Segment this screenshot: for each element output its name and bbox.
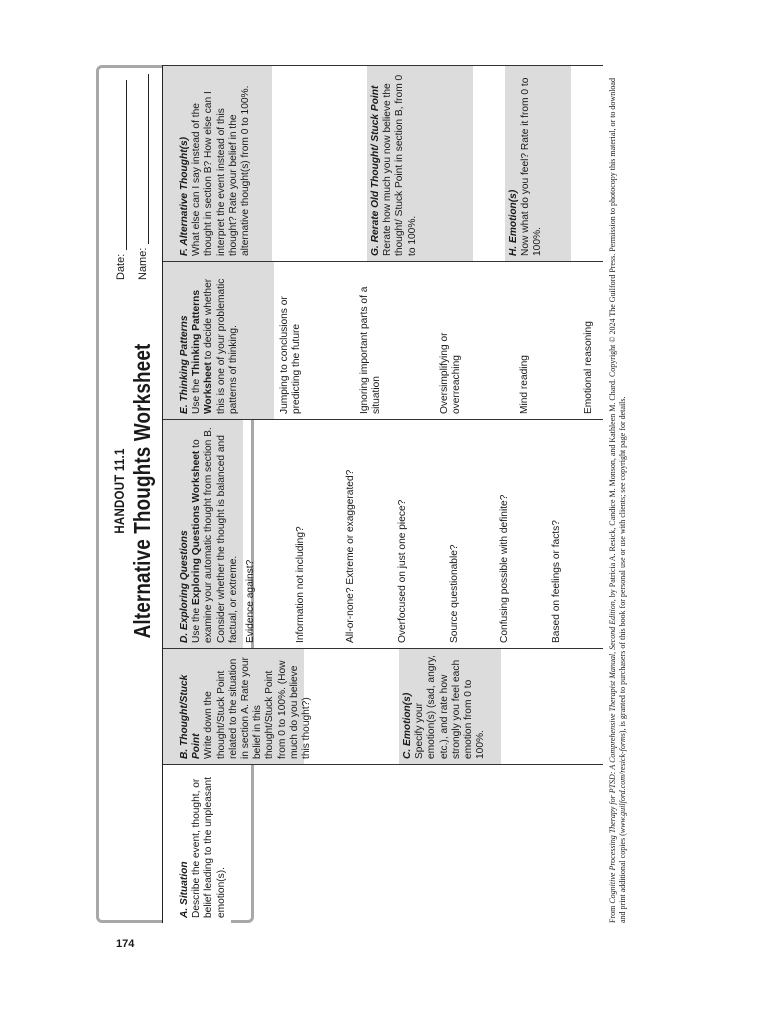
patterns-instructions: Use the Thinking Patterns Worksheet to decide whether this is one of your problematic patterns of thinking.: [191, 278, 239, 414]
pattern-oversimplifying: Oversimplifying or overreaching: [439, 332, 463, 414]
rerate-title: G. Rerate Old Thought/ Stuck Point: [370, 85, 381, 256]
patterns-header: [163, 262, 274, 419]
column-thought-emotion[interactable]: [163, 649, 603, 765]
name-label: Name:: [137, 247, 149, 280]
alternative-title: F. Alternative Thought(s): [179, 136, 190, 256]
column-exploring-questions[interactable]: [163, 420, 603, 649]
patterns-title: E. Thinking Patterns: [179, 315, 190, 414]
question-evidence: Evidence against?: [245, 559, 256, 643]
question-information: Information not including?: [295, 526, 306, 643]
question-source: Source questionable?: [449, 544, 460, 643]
pattern-jumping: Jumping to conclusions or predicting the future: [279, 296, 303, 414]
thought-title: B. Thought/Stuck Point: [179, 674, 203, 759]
question-confusing: Confusing possible with definite?: [499, 494, 510, 643]
question-all-or-none: All-or-none? Extreme or exaggerated?: [345, 469, 356, 643]
situation-header: [163, 765, 231, 923]
emotion-header: [399, 649, 501, 764]
question-feelings: Based on feelings or facts?: [551, 520, 562, 643]
worksheet-title: Alternative Thoughts Worksheet: [129, 343, 155, 639]
alternative-instructions: What else can I say instead of the thought in section B? How else can I interpret the event instead of this thought? Rate your belief in the alternative thought(s) from 0 to 100%.: [191, 85, 252, 256]
copyright-footer: From Cognitive Processing Therapy for PTSD: A Comprehensive Therapist Manual, Second Edition, by Patricia A. Resick, Candice M. Monson, and Kathleen M. Chard. Copyright © 2024 The Guilford Press. Permission to photocopy this material, or to download and print additional copies (www.guilford.com/resick-forms), is granted to purchasers of this book for personal use or use with clients; see copyright page for details.: [608, 78, 627, 923]
rerate-instructions: Rerate how much you now believe the thought/ Stuck Point in section B, from 0 to 100%.: [382, 74, 418, 256]
question-overfocused: Overfocused on just one piece?: [397, 499, 408, 643]
name-field[interactable]: [137, 74, 149, 280]
new-emotion-title: H. Emotion(s): [508, 189, 519, 256]
column-situation[interactable]: [163, 765, 603, 923]
handout-label: HANDOUT 11.1: [111, 448, 127, 534]
pattern-mind-reading: Mind reading: [519, 355, 530, 414]
thought-instructions: Write down the thought/Stuck Point related to the situation in section A. Rate your belief in this thought/Stuck Point from 0 to 100%. (How much do you believe this thought?): [203, 657, 313, 759]
exploring-instructions: Use the Exploring Questions Worksheet to examine your automatic thought from section B. Consider whether the thought is balanced and factual, or extreme.: [191, 427, 239, 643]
column-thinking-patterns[interactable]: [163, 262, 603, 420]
exploring-title: D. Exploring Questions: [179, 530, 190, 643]
emotion-instructions: Specify your emotion(s) (sad, angry, etc.), and rate how strongly you feel each emotion from 0 to 100%.: [414, 655, 487, 759]
emotion-title: C. Emotion(s): [402, 692, 413, 759]
page-number: 174: [116, 938, 135, 950]
new-emotion-header: [505, 66, 571, 261]
new-emotion-instructions: Now what do you feel? Rate it from 0 to 100%.: [520, 77, 544, 256]
pattern-ignoring: Ignoring important parts of a situation: [359, 286, 383, 414]
date-field[interactable]: [115, 80, 127, 280]
pattern-emotional-reasoning: Emotional reasoning: [583, 321, 594, 414]
situation-instructions: Describe the event, thought, or belief leading to the unpleasant emotion(s).: [191, 776, 227, 918]
column-alternative-thoughts[interactable]: [163, 65, 603, 262]
rerate-header: [367, 66, 473, 261]
situation-title: A. Situation: [179, 861, 190, 918]
worksheet-grid: [162, 65, 603, 923]
exploring-header: [163, 420, 243, 648]
thought-header: [163, 649, 313, 764]
alternative-header: [163, 66, 272, 261]
worksheet: [96, 0, 626, 923]
date-label: Date:: [115, 253, 127, 280]
